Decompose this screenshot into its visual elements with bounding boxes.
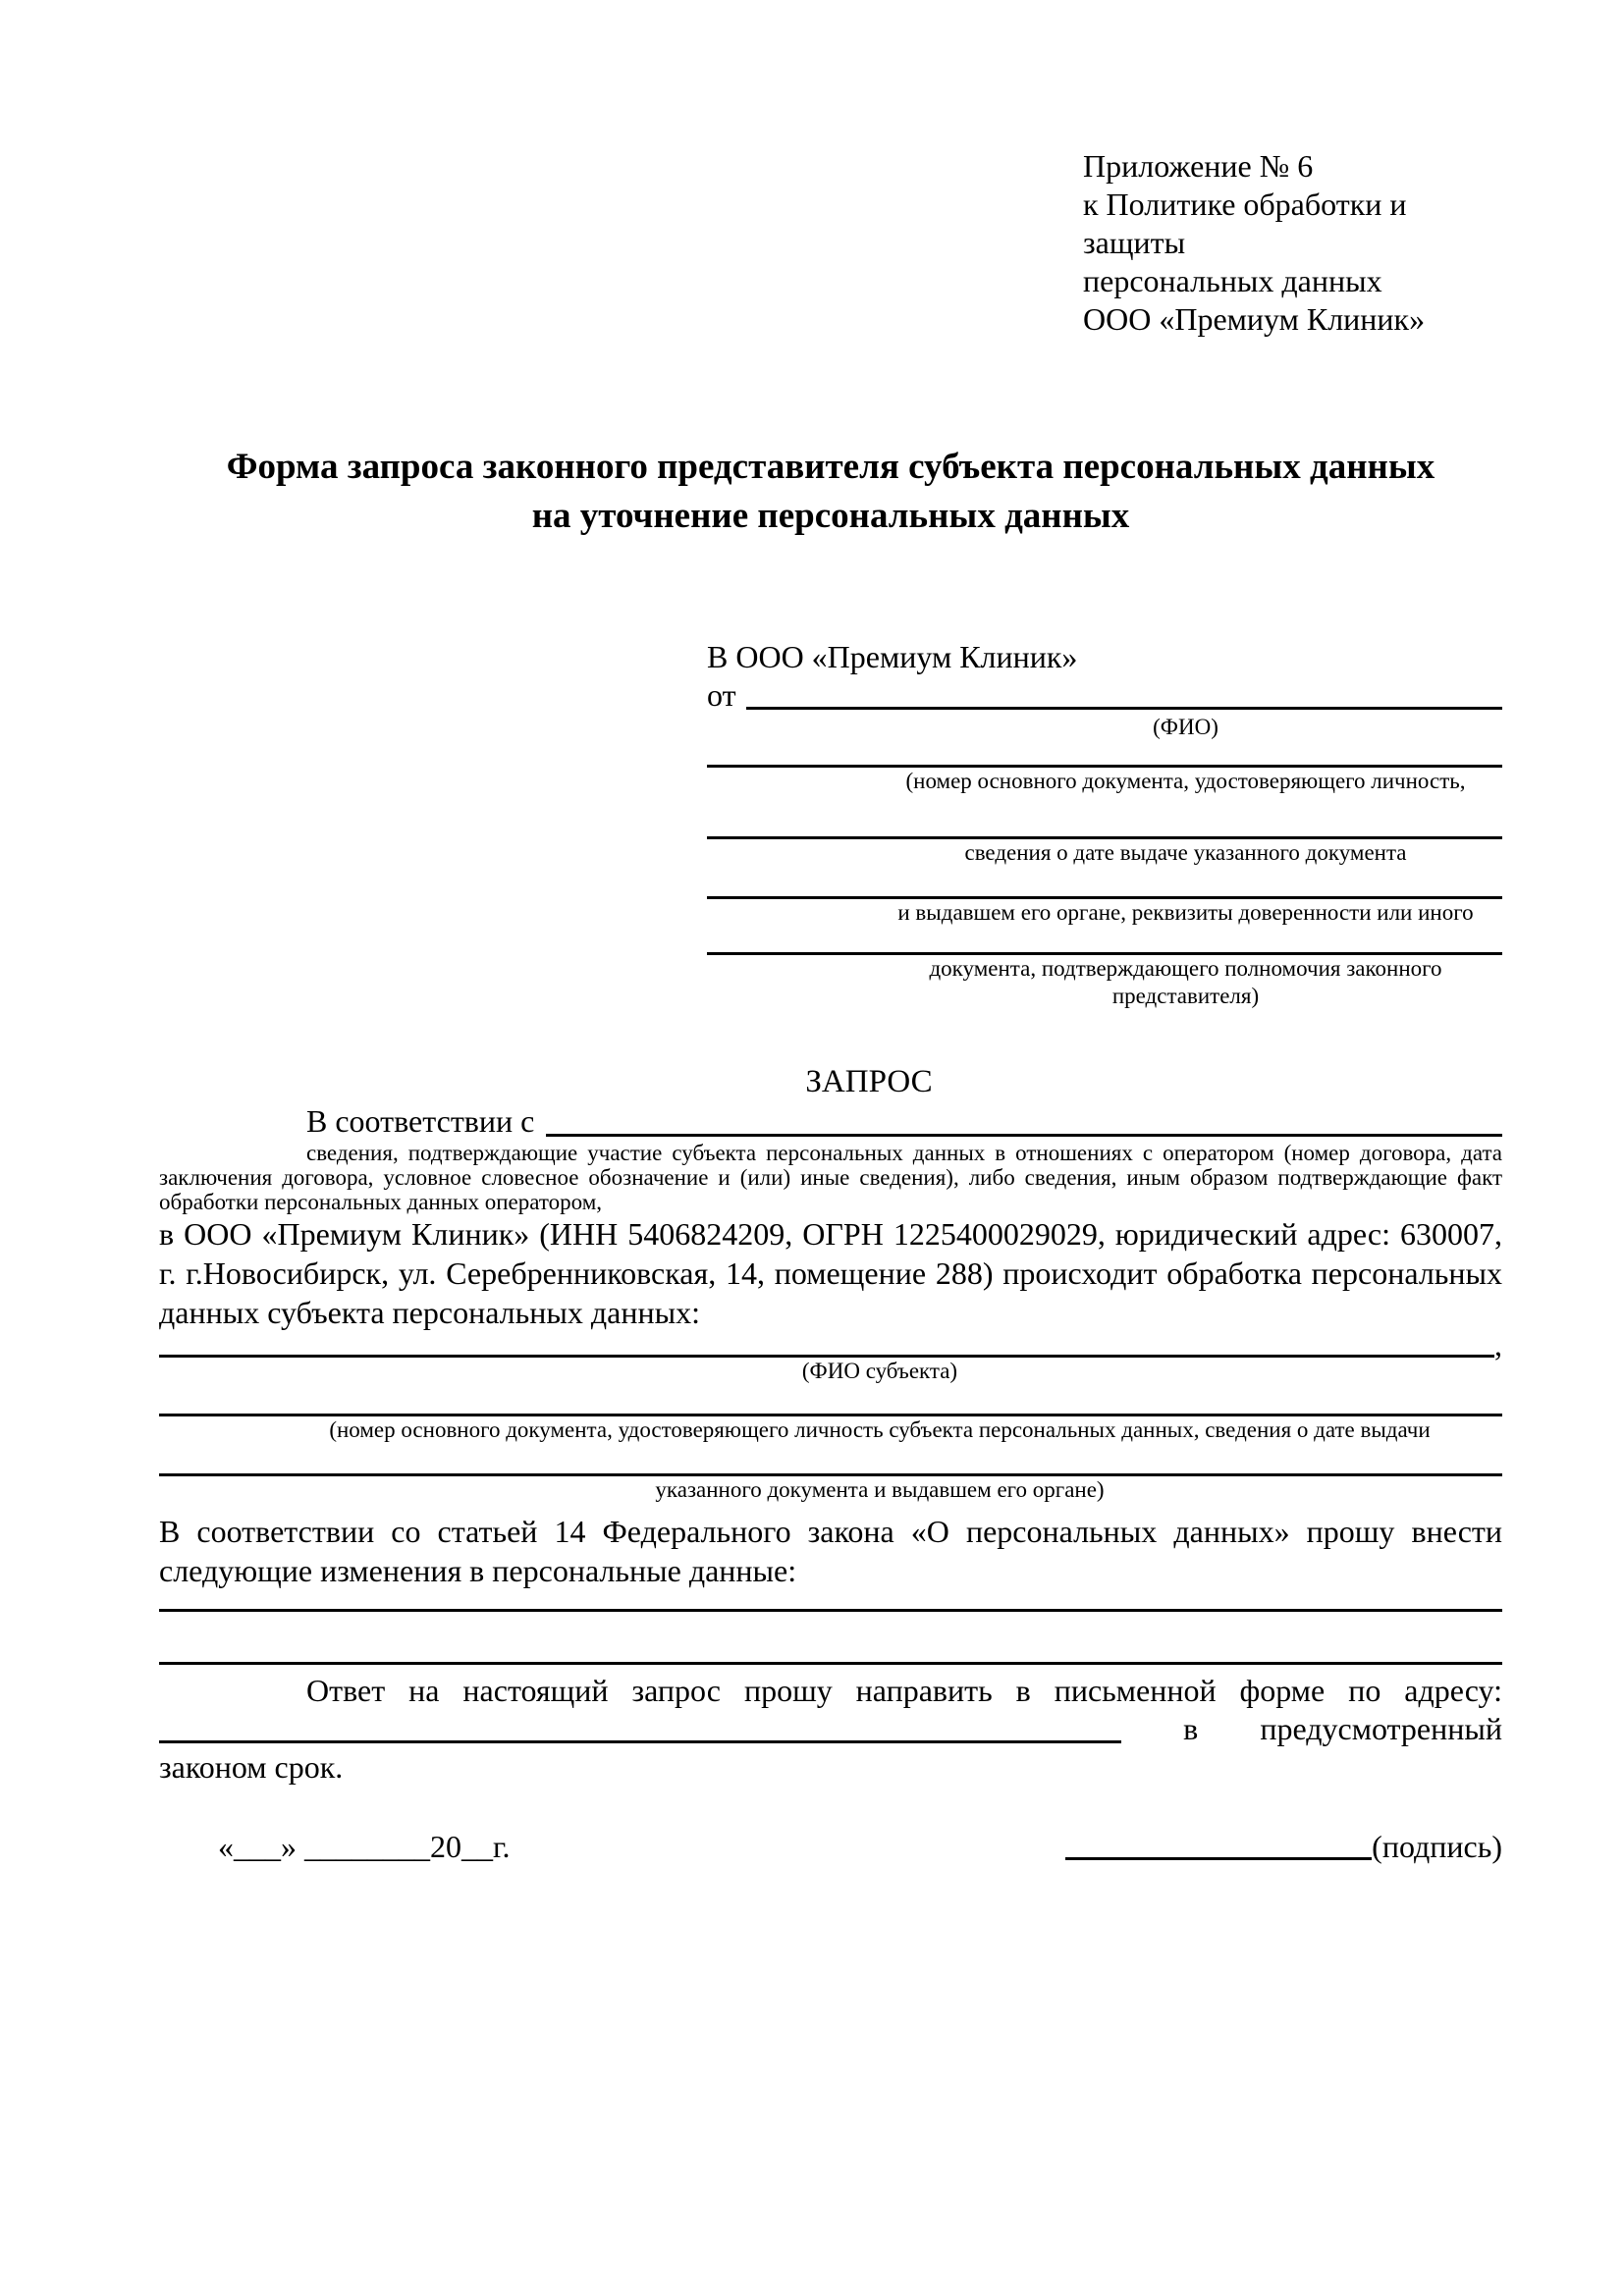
form-title-line: на уточнение персональных данных — [531, 496, 1130, 536]
representative-doc-blank-line — [707, 867, 1502, 899]
amendment-paragraph: В соответствии со статьей 14 Федерального закона «О персональных данных» прошу внести следующие изменения в персональные данные: — [159, 1514, 1502, 1588]
intro-label: В соответствии с — [306, 1103, 535, 1139]
representative-doc-blank-line — [707, 927, 1502, 955]
addressee-organization: В ООО «Премиум Клиник» — [707, 639, 1078, 674]
fio-caption: (ФИО) — [1153, 715, 1218, 739]
changes-blank-line — [159, 1612, 1502, 1665]
subject-line-comma: , — [1494, 1327, 1502, 1362]
representative-doc-caption: и выдавшем его органе, реквизиты доверенности или иного — [897, 900, 1474, 925]
representative-doc-blank-line — [707, 741, 1502, 768]
reply-address-blank-line — [159, 1710, 1121, 1743]
subject-doc-caption: указанного документа и выдавшем его органе) — [655, 1477, 1105, 1502]
reply-paragraph-line: законом срок. — [159, 1749, 344, 1785]
signature-blank-line — [1065, 1828, 1372, 1860]
reply-paragraph-line: Ответ на настоящий запрос прошу направить в письменной форме по адресу: — [306, 1673, 1502, 1708]
request-heading: ЗАПРОС — [805, 1064, 933, 1099]
reply-address-row — [159, 1710, 1502, 1747]
reply-word: предусмотренный — [1260, 1711, 1502, 1746]
reply-word: в — [1183, 1711, 1199, 1746]
subject-doc-blank-line — [159, 1444, 1502, 1476]
fio-blank-line — [746, 676, 1502, 710]
representative-doc-caption: документа, подтверждающего полномочия законного представителя) — [929, 956, 1442, 1008]
representative-doc-caption: сведения о дате выдаче указанного документа — [964, 840, 1407, 865]
intro-note: сведения, подтверждающие участие субъекта персональных данных в отношениях с оператором (номер договора, дата заключения договора, условное словесное обозначение и (или) иные сведения), либо сведения, иным образом подтверждающие факт обработки персональных данных оператором, — [159, 1141, 1502, 1214]
form-title-line: Форма запроса законного представителя субъекта персональных данных — [226, 447, 1435, 487]
date-field: «___» ________20__г. — [218, 1829, 511, 1864]
annex-line: Приложение № 6 — [1083, 148, 1314, 184]
subject-fio-caption: (ФИО субъекта) — [801, 1359, 958, 1383]
addressee-block — [707, 637, 1502, 1010]
form-title — [159, 443, 1502, 541]
annex-line: персональных данных — [1083, 263, 1382, 298]
from-label: от — [707, 677, 736, 713]
changes-blank-line — [159, 1590, 1502, 1612]
signature-group — [1065, 1828, 1502, 1865]
operator-paragraph: в ООО «Премиум Клиник» (ИНН 5406824209, ОГРН 1225400029029, юридический адрес: 630007, г. г.Новосибирск, ул. Серебренниковская, 14, помещение 288) происходит обработка персональных данных субъекта персональных данных: — [159, 1216, 1502, 1330]
annex-reference-block — [1083, 147, 1502, 339]
intro-row — [159, 1101, 1502, 1141]
from-row — [707, 676, 1502, 714]
subject-doc-caption: (номер основного документа, удостоверяющего личность субъекта персональных данных, сведения о дате выдачи — [329, 1417, 1431, 1442]
intro-blank-line — [546, 1101, 1502, 1137]
representative-doc-blank-line — [707, 795, 1502, 839]
representative-doc-caption: (номер основного документа, удостоверяющего личность, — [905, 769, 1466, 793]
subject-fio-row — [159, 1327, 1502, 1362]
signature-caption: (подпись) — [1372, 1829, 1502, 1864]
footer-row — [159, 1828, 1502, 1865]
annex-line: ООО «Премиум Клиник» — [1083, 301, 1426, 337]
subject-doc-blank-line — [159, 1385, 1502, 1416]
annex-line: к Политике обработки и защиты — [1083, 187, 1407, 260]
